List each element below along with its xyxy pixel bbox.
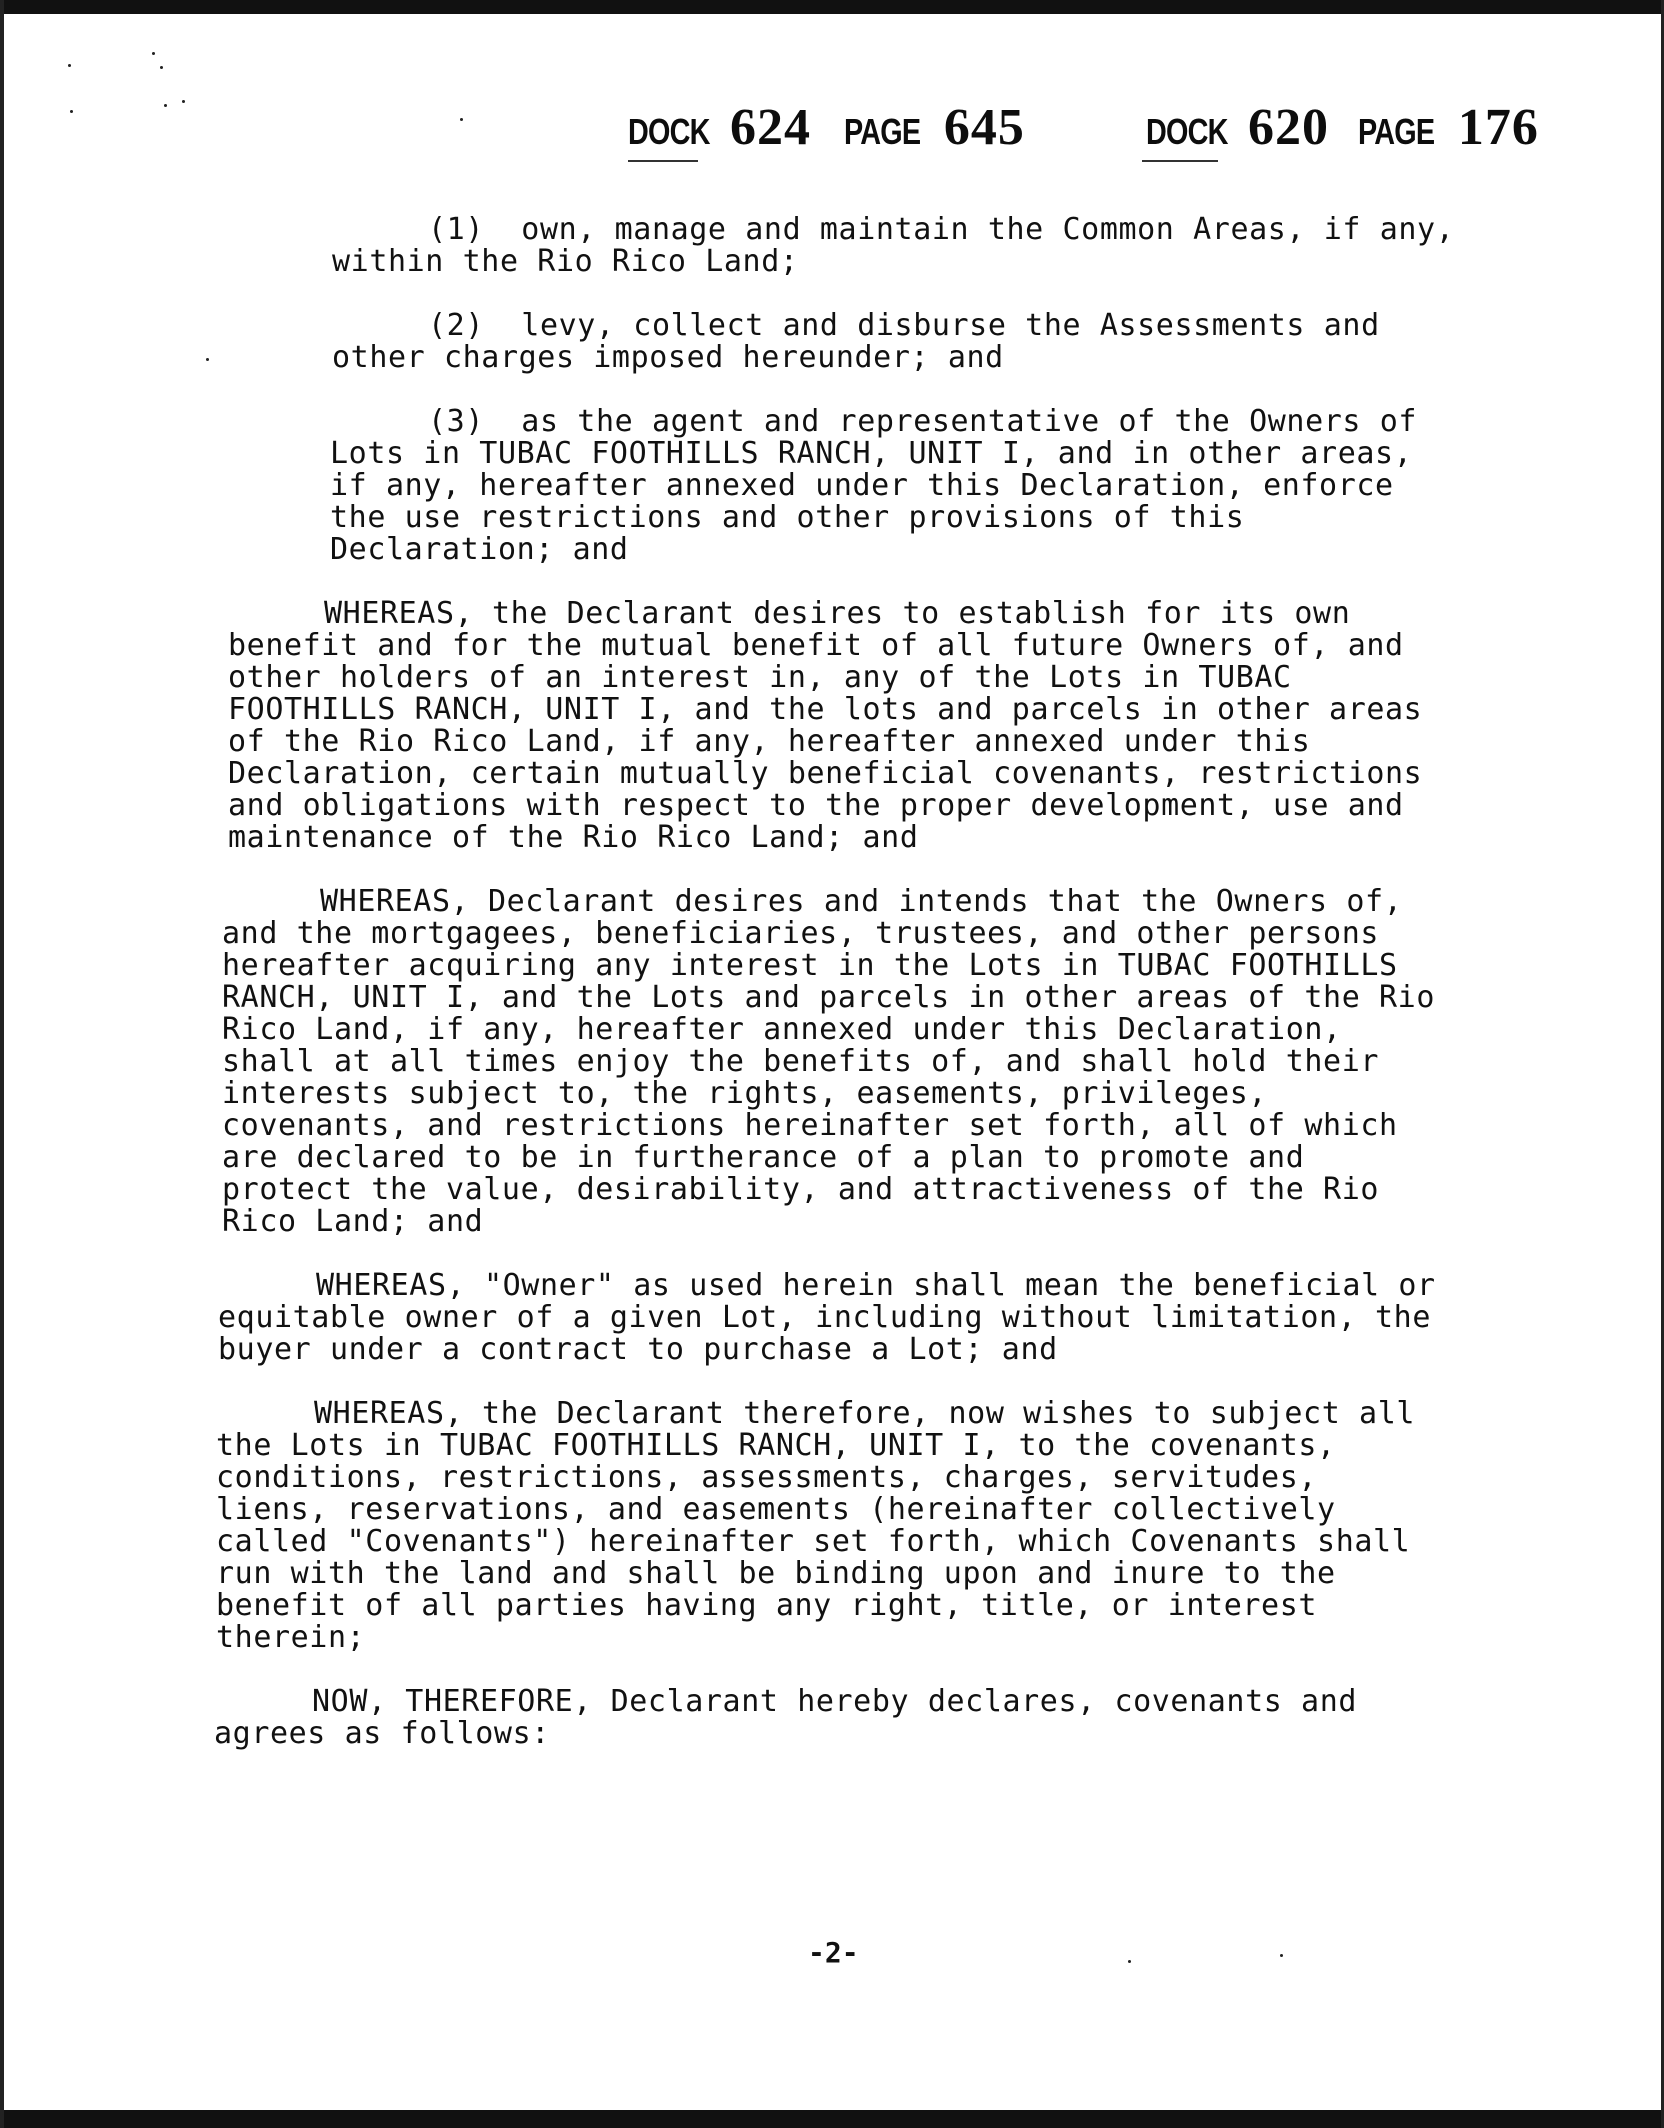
- page-stamp-2: [1358, 98, 1539, 157]
- paragraph-line: other charges imposed hereunder; and: [332, 340, 1004, 375]
- paragraph-line: (3) as the agent and representative of the Owners of: [428, 404, 1418, 439]
- scan-edge-left: [0, 0, 4, 2128]
- scan-speck: [182, 100, 185, 103]
- paragraph-line: maintenance of the Rio Rico Land; and: [228, 820, 919, 855]
- paragraph-line: the use restrictions and other provisions of this: [330, 500, 1245, 535]
- paragraph-line: covenants, and restrictions hereinafter set forth, all of which: [222, 1108, 1398, 1143]
- paragraph-line: WHEREAS, "Owner" as used herein shall mean the beneficial or: [316, 1268, 1436, 1303]
- scan-edge-top: [0, 0, 1664, 14]
- page-stamp-1: [844, 98, 1025, 157]
- paragraph-line: WHEREAS, Declarant desires and intends that the Owners of,: [320, 884, 1403, 919]
- scan-speck: [1128, 1960, 1131, 1963]
- paragraph-line: WHEREAS, the Declarant therefore, now wishes to subject all: [314, 1396, 1416, 1431]
- paragraph-line: and obligations with respect to the proper development, use and: [228, 788, 1404, 823]
- paragraph-line: Declaration, certain mutually beneficial covenants, restrictions: [228, 756, 1423, 791]
- paragraph-line: interests subject to, the rights, easements, privileges,: [222, 1076, 1268, 1111]
- paragraph-line: hereafter acquiring any interest in the Lots in TUBAC FOOTHILLS: [222, 948, 1398, 983]
- paragraph-line: run with the land and shall be binding upon and inure to the: [216, 1556, 1336, 1591]
- paragraph-line: buyer under a contract to purchase a Lot; and: [218, 1332, 1058, 1367]
- paragraph-line: benefit of all parties having any right, title, or interest: [216, 1588, 1318, 1623]
- paragraph-line: if any, hereafter annexed under this Declaration, enforce: [330, 468, 1394, 503]
- page-label: PAGE: [1358, 111, 1435, 152]
- paragraph-line: of the Rio Rico Land, if any, hereafter annexed under this: [228, 724, 1311, 759]
- paragraph-line: shall at all times enjoy the benefits of, and shall hold their: [222, 1044, 1380, 1079]
- book-stamp-2: [1146, 98, 1329, 157]
- paragraph-line: within the Rio Rico Land;: [332, 244, 799, 279]
- scan-speck: [152, 52, 155, 55]
- paragraph-line: benefit and for the mutual benefit of all future Owners of, and: [228, 628, 1404, 663]
- scan-speck: [1280, 1954, 1283, 1957]
- paragraph-line: therein;: [216, 1620, 366, 1655]
- page-number: 176: [1457, 99, 1539, 156]
- scan-speck: [164, 104, 167, 107]
- paragraph-line: equitable owner of a given Lot, including without limitation, the: [218, 1300, 1431, 1335]
- paragraph-line: NOW, THEREFORE, Declarant hereby declares, covenants and: [312, 1684, 1358, 1719]
- paragraph-line: Declaration; and: [330, 532, 629, 567]
- scan-speck: [160, 66, 163, 69]
- paragraph-line: Rico Land, if any, hereafter annexed under this Declaration,: [222, 1012, 1342, 1047]
- paragraph-line: called "Covenants") hereinafter set forth, which Covenants shall: [216, 1524, 1411, 1559]
- paragraph-line: liens, reservations, and easements (hereinafter collectively: [216, 1492, 1336, 1527]
- paragraph-line: are declared to be in furtherance of a plan to promote and: [222, 1140, 1305, 1175]
- scan-speck: [70, 110, 73, 113]
- scan-speck: [460, 118, 463, 121]
- paragraph-line: agrees as follows:: [214, 1716, 550, 1751]
- scan-speck: [206, 358, 209, 361]
- paragraph-line: Lots in TUBAC FOOTHILLS RANCH, UNIT I, and in other areas,: [330, 436, 1413, 471]
- stamp-underline: [1142, 160, 1218, 162]
- paragraph-line: (1) own, manage and maintain the Common Areas, if any,: [428, 212, 1455, 247]
- page-number: 645: [943, 99, 1025, 156]
- book-label: DOCK: [628, 111, 710, 152]
- paragraph-line: the Lots in TUBAC FOOTHILLS RANCH, UNIT I, to the covenants,: [216, 1428, 1336, 1463]
- stamp-underline: [628, 160, 698, 162]
- page-label: PAGE: [844, 111, 921, 152]
- paragraph-line: RANCH, UNIT I, and the Lots and parcels in other areas of the Rio: [222, 980, 1435, 1015]
- paragraph-line: conditions, restrictions, assessments, charges, servitudes,: [216, 1460, 1318, 1495]
- paragraph-line: FOOTHILLS RANCH, UNIT I, and the lots and parcels in other areas: [228, 692, 1423, 727]
- book-stamp-1: [628, 98, 811, 157]
- book-label: DOCK: [1146, 111, 1228, 152]
- paragraph-line: and the mortgagees, beneficiaries, trustees, and other persons: [222, 916, 1380, 951]
- paragraph-line: WHEREAS, the Declarant desires to establish for its own: [324, 596, 1351, 631]
- paragraph-line: other holders of an interest in, any of the Lots in TUBAC: [228, 660, 1292, 695]
- paragraph-line: protect the value, desirability, and attractiveness of the Rio: [222, 1172, 1380, 1207]
- book-number: 620: [1248, 99, 1329, 156]
- paragraph-line: Rico Land; and: [222, 1204, 484, 1239]
- scan-edge-bottom: [0, 2110, 1664, 2128]
- page-number-footer: -2-: [808, 1936, 859, 1969]
- scan-speck: [68, 64, 71, 67]
- paragraph-line: (2) levy, collect and disburse the Assessments and: [428, 308, 1380, 343]
- book-number: 624: [730, 99, 811, 156]
